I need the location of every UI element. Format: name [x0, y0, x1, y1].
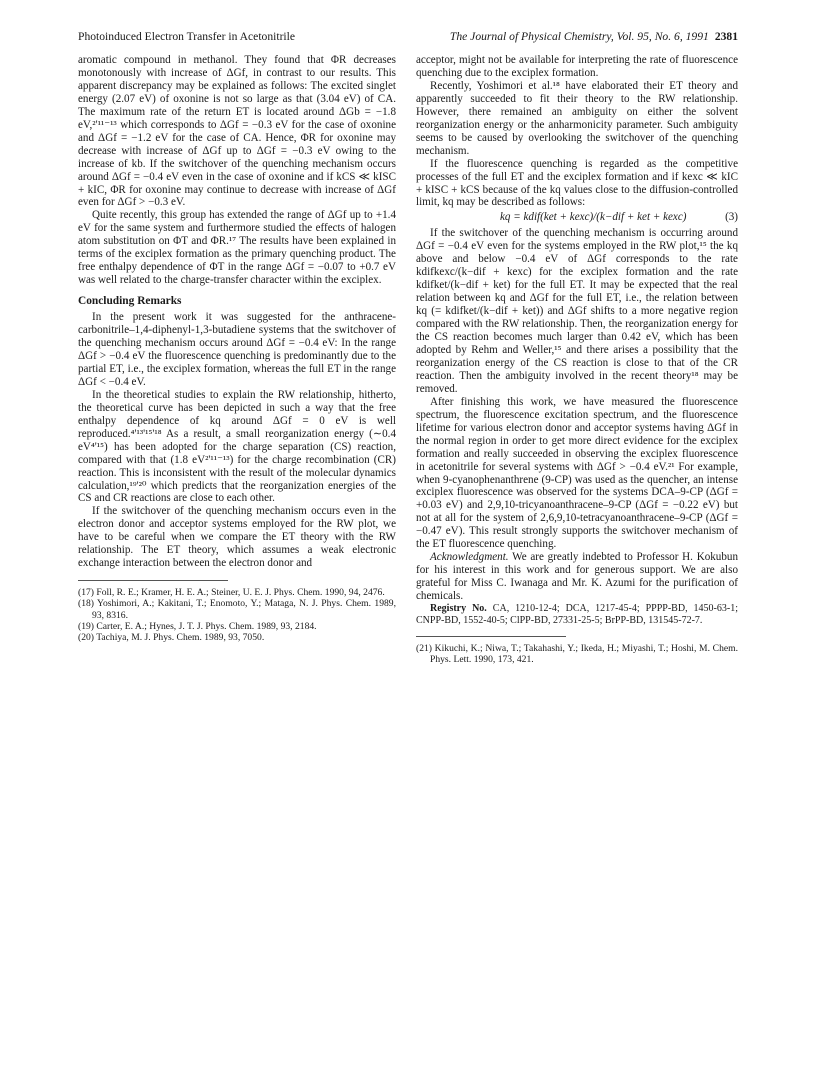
footnote-divider — [416, 636, 566, 637]
reference-list — [78, 587, 396, 643]
paragraph: After finishing this work, we have measured the fluorescence spectrum, the fluorescence excitation spectrum, and the fluorescence lifetime for various electron donor and acceptor systems having ΔGf in the normal region in order to get more direct evidence for the exciplex formation and really succeeded in observing the exciplex fluorescence in acetonitrile for several systems with ΔGf > −0.4 eV.²¹ For example, when 9-cyanophenanthrene (9-CP) was used as the quencher, an intense exciplex fluorescence was observed for the systems DCA–9-CP (ΔGf = +0.03 eV) and 2,9,10-tricyanoanthracene–9-CP (ΔGf = −0.22 eV) but not at all for the system of 2,6,9,10-tetracyanoanthracene–9-CP (ΔGf = −0.47 eV). This result strongly supports the switchover mechanism of the ET fluorescence quenching. — [416, 395, 738, 551]
running-header-title: Photoinduced Electron Transfer in Acetonitrile — [78, 30, 296, 43]
paragraph: Quite recently, this group has extended the range of ΔGf up to +1.4 eV for the same system and furthermore studied the effects of halogen atom substitution on ΦT and ΦR.¹⁷ The results have been explained in terms of the exciplex formation as the primary quenching product. The free enthalpy dependence of ΦT in the range ΔGf = −0.07 to +0.7 eV was well related to the charge-transfer character within the exciplex. — [78, 209, 396, 287]
paragraph: In the theoretical studies to explain the RW relationship, hitherto, the theoretical curve has been depicted in such a way that the free enthalpy dependence of kq around ΔGf = 0 eV is well reproduced.⁴'¹³'¹⁵'¹⁸ As a result, a small reorganization energy (∼0.4 eV⁴'¹⁵) has been adopted for the charge separation (CS) reaction, compared with that (1.8 eV²'¹¹⁻¹³) for the charge recombination (CR) reaction. This is inconsistent with the result of the molecular dynamics calculation,¹⁹'²⁰ which predicts that the reorganization energies of the CS and CR reactions are close to each other. — [78, 388, 396, 505]
left-column — [78, 54, 396, 643]
reference-item: (19) Carter, E. A.; Hynes, J. T. J. Phys. Chem. 1989, 93, 2184. — [78, 620, 317, 632]
registry-label: Registry No. — [430, 603, 487, 615]
equation-number: (3) — [725, 211, 738, 224]
acknowledgment-label: Acknowledgment. — [430, 551, 509, 564]
paragraph: If the switchover of the quenching mechanism occurs even in the electron donor and acceptor systems employed for the RW plot, we have to be careful when we compare the ET theory with the RW relationship. The ET theory, which assumes a weak electronic exchange interaction between the electron donor and — [78, 505, 396, 570]
paragraph: If the switchover of the quenching mechanism is occurring around ΔGf = −0.4 eV even for the systems employed in the RW plot,¹⁵ the kq above and below −0.4 eV of ΔGf corresponds to the rate kdifkexc/(k−dif + kexc) for the exciplex formation and the rate kdifket/(k−dif + ket) for the full ET. It may be expected that the real relation between kq and ΔGf for the full ET, i.e., the relation between kq (= kdifket/(k−dif + ket)) and ΔGf shifts to a more negative region compared with the RW relationship. Then, the reorganization energy for the CS reaction becomes much larger than 0.42 eV, which has been adopted by Rehm and Weller,¹⁵ and there arises a possibility that the reorganization energy of the CS reaction is close to that of the CR reaction. Then the ambiguity involved in the recent theory¹⁸ may be removed. — [416, 227, 738, 395]
journal-citation: The Journal of Physical Chemistry, Vol. 95, No. 6, 1991 — [449, 30, 709, 43]
reference-item: (20) Tachiya, M. J. Phys. Chem. 1989, 93, 7050. — [78, 631, 265, 643]
reference-item: (21) Kikuchi, K.; Niwa, T.; Takahashi, Y.; Ikeda, H.; Miyashi, T.; Hoshi, M. Chem. Phys. Lett. 1990, 173, 421. — [416, 643, 738, 666]
page-number: 2381 — [714, 30, 738, 43]
reference-list — [416, 643, 738, 665]
footnote-divider — [78, 580, 228, 581]
reference-item: (17) Foll, R. E.; Kramer, H. E. A.; Steiner, U. E. J. Phys. Chem. 1990, 94, 2476. — [78, 587, 385, 599]
running-header-journal — [450, 30, 738, 43]
reference-item: (18) Yoshimori, A.; Kakitani, T.; Enomoto, Y.; Mataga, N. J. Phys. Chem. 1989, 93, 8316. — [78, 598, 396, 621]
acknowledgment — [416, 551, 738, 603]
registry-numbers — [416, 603, 738, 626]
equation — [416, 211, 738, 224]
paragraph: In the present work it was suggested for the anthracene-carbonitrile–1,4-diphenyl-1,3-butadiene systems that the switchover of the quenching mechanism occurs around ΔGf = −0.4 eV: In the range ΔGf > −0.4 eV the fluorescence quenching is predominantly due to the partial ET, i.e., the exciplex formation, whereas the full ET in the range ΔGf < −0.4 eV. — [78, 311, 396, 388]
paragraph: acceptor, might not be available for interpreting the rate of fluorescence quenching due to the exciplex formation. — [416, 54, 738, 79]
paragraph: aromatic compound in methanol. They found that ΦR decreases monotonously with increase of ΔGf, in contrast to our results. This apparent discrepancy may be explained as follows: The excited singlet energy (2.07 eV) of oxonine is not so large as that (3.04 eV) of CA. The maximum rate of the return ET is located around ΔGb = −1.8 eV,²'¹¹⁻¹³ which corresponds to ΔGf = −0.3 eV for the case of oxonine and ΔGf = −1.2 eV for the case of CA. Hence, ΦR for oxonine may decrease with increase of ΔGf up to ΔGf = −0.3 eV owing to the increase of kb. If the switchover of the quenching mechanism occurs around ΔGf = −0.4 eV even in the case of oxonine and if kCS ≪ kISC + kIC, ΦR for oxonine may continue to decrease with increase of ΔGf even for ΔGf > −0.3 eV. — [78, 54, 396, 209]
right-column — [416, 54, 738, 666]
equation-body: kq = kdif(ket + kexc)/(k−dif + ket + kexc) — [500, 211, 687, 224]
section-heading: Concluding Remarks — [78, 295, 182, 308]
registry-text: CA, 1210-12-4; DCA, 1217-45-4; PPPP-BD, 1450-63-1; CNPP-BD, 1552-40-5; ClPP-BD, 27331-25-5; BrPP-BD, 131545-72-7. — [416, 603, 738, 626]
paragraph: Recently, Yoshimori et al.¹⁸ have elaborated their ET theory and apparently succeeded to fit their theory to the RW relationship. However, there remained an ambiguity on either the solvent reorganization energy or the anharmonicity parameter. Such ambiguity seems to be caused by overlooking the switchover of the quenching mechanism. — [416, 79, 738, 157]
acknowledgment-text: We are greatly indebted to Professor H. Kokubun for his interest in this work and for generous support. We are also grateful for Miss C. Iwanaga and Mr. K. Azumi for the purification of chemicals. — [416, 551, 738, 603]
paragraph: If the fluorescence quenching is regarded as the competitive processes of the full ET and the exciplex formation and if kexc ≪ kIC + kISC + kCS because of the kq values close to the diffusion-controlled limit, kq may be described as follows: — [416, 157, 738, 209]
